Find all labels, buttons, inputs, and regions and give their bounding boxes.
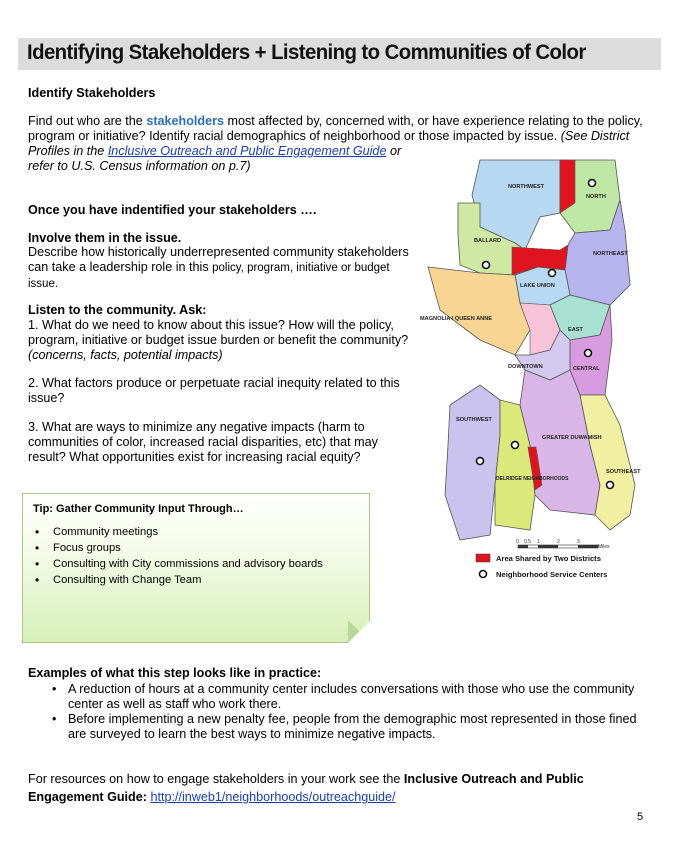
identify-italic-b: or [386,144,402,158]
label-northeast: NORTHEAST [593,251,628,257]
identify-heading: Identify Stakeholders [28,86,156,100]
label-northwest: NORTHWEST [508,184,545,190]
resources-link[interactable]: http://inweb1/neighborhoods/outreachguide/ [150,790,396,804]
tip-item: • Focus groups [31,540,323,556]
seattle-district-map [420,155,668,600]
tip-heading: Tip: Gather Community Input Through… [33,503,244,515]
tip-item: • Consulting with City commissions and advisory boards [31,556,323,572]
service-center-southwest [477,458,484,465]
service-center-lake-union [549,270,556,277]
listen-heading: Listen to the community. Ask: [28,303,207,317]
scale-label-1: 1 [537,539,540,545]
map-scale-bar [516,539,610,550]
scale-unit: Miles [598,544,610,550]
tip-list [31,524,323,588]
examples-list [28,682,648,742]
service-center-north [589,180,596,187]
label-north: NORTH [586,194,606,200]
identify-italic-a: (See District Profiles in the [28,129,630,158]
service-center-delridge [512,442,519,449]
listen-question-1-italic: (concerns, facts, potential impacts) [28,348,223,362]
resources-guide-title: Inclusive Outreach and Public Engagement Guide: [28,772,584,804]
listen-question-1: 1. What do we need to know about this issue? How will the policy, program, initiative or budget issue burden or benefit the community? [28,318,409,347]
label-central: CENTRAL [573,366,600,372]
service-center-ballard [483,262,490,269]
listen-question-2: 2. What factors produce or perpetuate racial inequity related to this issue? [28,376,400,405]
identify-italic-c: refer to U.S. Census information on p.7) [28,159,251,173]
once-heading: Once you have indentified your stakeholders …. [28,203,317,217]
identify-paragraph [28,114,658,159]
map-legend [476,554,607,579]
label-east: EAST [568,327,583,333]
label-southeast: SOUTHEAST [606,469,641,475]
outreach-guide-link[interactable]: Inclusive Outreach and Public Engagement Guide [107,144,387,158]
tip-item: • Consulting with Change Team [31,572,323,588]
tip-page-curl [348,621,370,643]
examples-heading: Examples of what this step looks like in practice: [28,666,322,680]
resources-paragraph [28,770,648,806]
involve-text-b: policy, program, initiative or budget issue. [28,262,390,290]
listen-question-3: 3. What are ways to minimize any negative impacts (harm to communities of color, increased racial disparities, etc) that may result? What opportunities exist for increasing racial equity? [28,420,378,464]
scale-label-05: 0.5 [524,539,531,545]
example-item: • A reduction of hours at a community center includes conversations with those who use the community center as well as staff who work there. [28,682,648,712]
label-lake-union: LAKE UNION [520,283,555,289]
legend-center-symbol [480,571,487,578]
identify-text-b: most affected by, concerned with, or have experience relating to the policy, program or initiative? Identify racial demographics of neighborhood or those impacted by issue. [28,114,643,143]
tip-callout [22,493,370,643]
legend-centers-label: Neighborhood Service Centers [496,570,608,579]
scale-label-0: 0 [516,539,519,545]
stakeholders-term: stakeholders [146,114,225,128]
involve-text-a: Describe how historically underrepresented community stakeholders can take a leadership role in this [28,245,409,274]
district-magnolia [428,267,530,355]
involve-heading: Involve them in the issue. [28,231,182,245]
service-center-southeast [607,482,614,489]
identify-text-a: Find out who are the [28,114,147,128]
scale-label-3: 3 [577,539,580,545]
legend-shared-swatch [476,554,490,562]
label-delridge: DELRIDGE NEIGHBORHOODS [496,476,569,482]
page-number: 5 [637,811,644,823]
legend-shared-label: Area Shared by Two Districts [496,554,601,563]
title-banner [18,38,661,70]
example-item: • Before implementing a new penalty fee, people from the demographic most represented in those fined are surveyed to learn the best ways to minimize negative impacts. [28,712,648,742]
tip-item: • Community meetings [31,524,323,540]
label-magnolia: MAGNOLIA / QUEEN ANNE [420,316,492,322]
label-duwamish: GREATER DUWAMISH [542,435,602,441]
scale-label-2: 2 [557,539,560,545]
page-title: Identifying Stakeholders + Listening to Communities of Color [27,41,586,64]
label-ballard: BALLARD [474,238,502,244]
service-center-central [585,350,592,357]
label-southwest: SOUTHWEST [456,417,492,423]
involve-text [28,245,418,292]
label-downtown: DOWNTOWN [508,364,543,370]
district-southwest [445,385,500,540]
resources-text: For resources on how to engage stakeholders in your work see the [28,772,404,786]
